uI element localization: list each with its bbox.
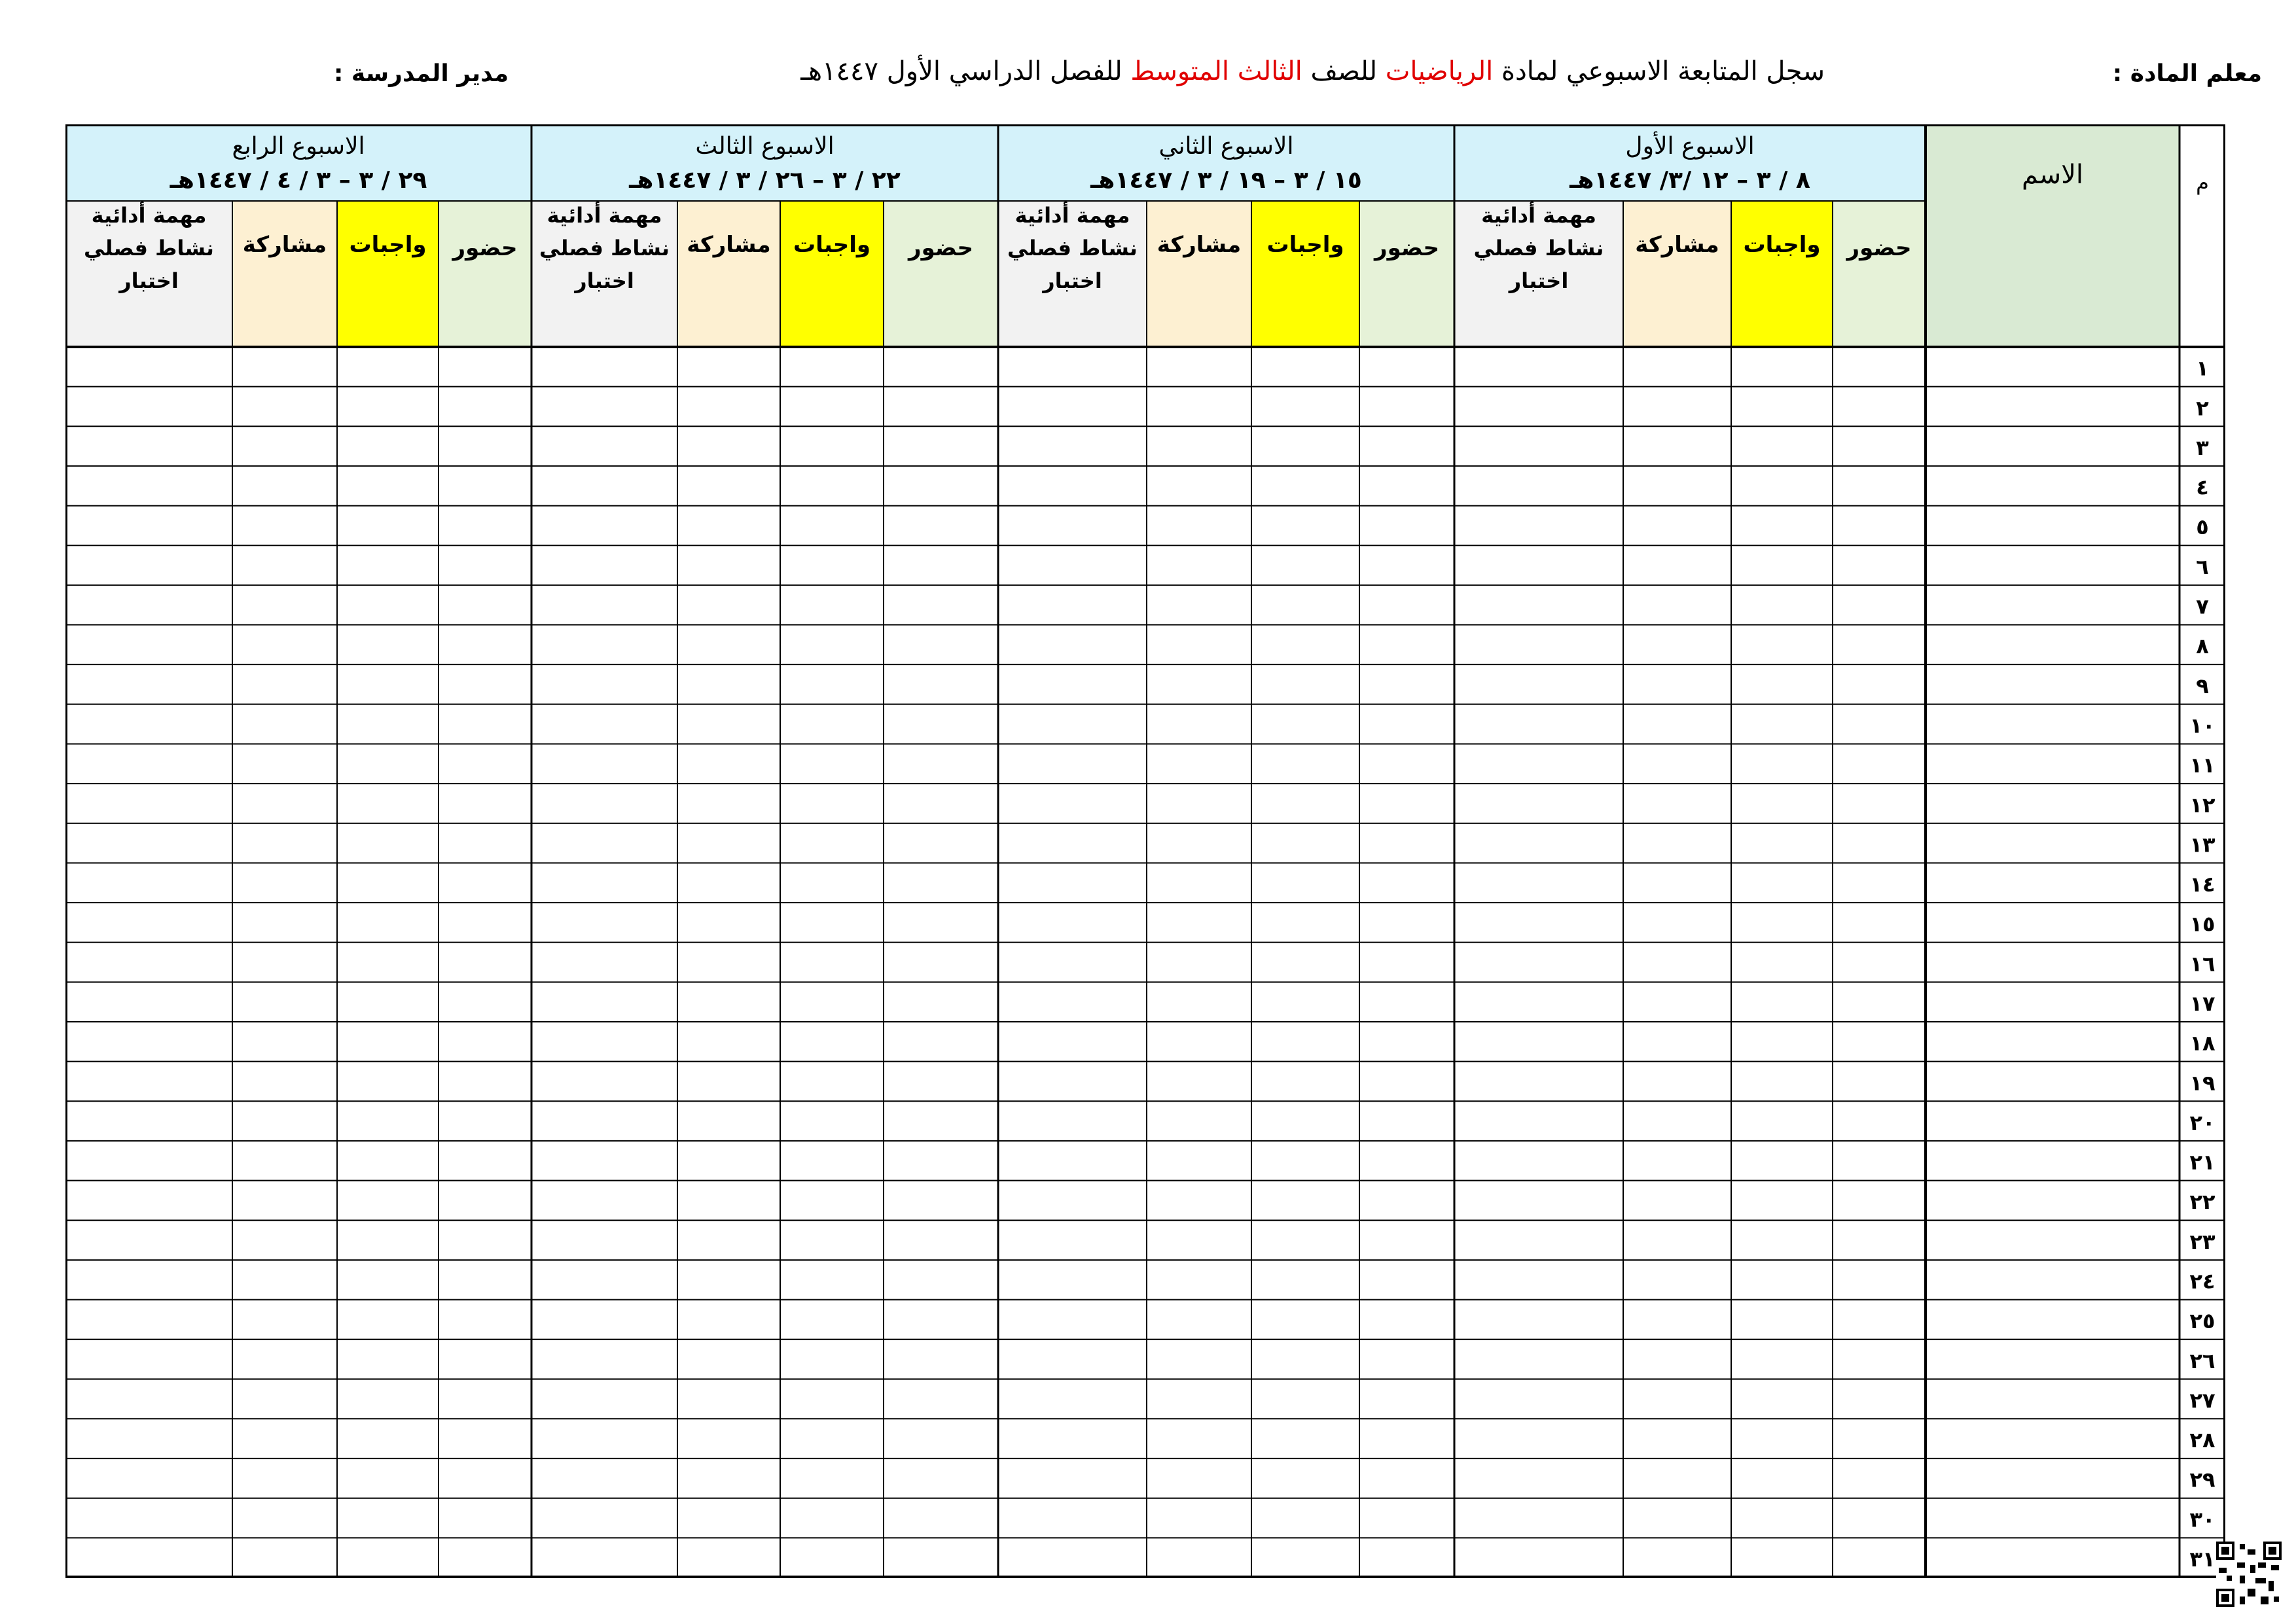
week-title: الاسبوع الأول [1625,133,1755,160]
subheader-cell-participation [1623,201,1731,347]
subheader-exam: اختبار [1043,268,1102,293]
name-header-cell [1926,124,2179,347]
teacher-label: معلم المادة : [2112,60,2262,87]
row-number: ٦ [2196,554,2209,579]
row-number: ١٨ [2189,1030,2215,1056]
row-number: ٤ [2196,475,2209,500]
subheader-cell-participation [232,201,337,347]
subheader-exam: اختبار [575,268,634,293]
row-number: ٢١ [2189,1149,2215,1175]
subheader-cell-homework [780,201,884,347]
subheader-exam: اختبار [119,268,179,293]
week-title: الاسبوع الثاني [1158,133,1294,160]
subheader-task: مهمة أدائية [1014,203,1130,228]
subheader-cell-attendance [1359,201,1454,347]
tracking-table [65,124,2225,1591]
subheader-participation: مشاركة [1635,232,1719,258]
row-number: ١٣ [2189,832,2215,857]
row-number: ١٩ [2189,1070,2215,1096]
row-number: ٣١ [2189,1547,2215,1572]
row-number: ٥ [2196,514,2209,540]
subheader-activity: نشاط فصلي [539,236,670,261]
row-number: ٢٣ [2189,1229,2215,1254]
row-number: ٢٩ [2189,1467,2215,1492]
subheader-homework: واجبات [349,232,427,258]
subheader-activity: نشاط فصلي [1473,236,1604,261]
row-number: ١٤ [2189,872,2215,897]
name-column-header: الاسم [2021,160,2084,190]
row-number: ٢٧ [2189,1388,2215,1413]
subheader-cell-participation [677,201,780,347]
subheader-cell-attendance [884,201,998,347]
row-number: ١١ [2189,753,2215,778]
subheader-activity: نشاط فصلي [1007,236,1138,261]
subject-name: الرياضيات [1385,56,1494,86]
subheader-task: مهمة أدائية [547,203,662,228]
week-title: الاسبوع الرابع [232,133,365,160]
subheader-cell-attendance [1833,201,1926,347]
row-number: ١٢ [2189,792,2215,818]
subheader-cell-participation [1147,201,1251,347]
grade-name: الثالث المتوسط [1130,56,1302,86]
subheader-activity: نشاط فصلي [84,236,214,261]
row-number: ٢٨ [2189,1428,2215,1453]
subheader-participation: مشاركة [242,232,327,258]
subheader-exam: اختبار [1509,268,1569,293]
row-number: ٨ [2196,634,2209,659]
title-part2: للصف [1302,56,1386,86]
row-number: ٧ [2196,594,2209,619]
subheader-homework: واجبات [793,232,871,258]
row-number: ٢٦ [2189,1348,2215,1373]
title-part1: سجل المتابعة الاسبوعي لمادة [1493,56,1825,86]
row-number: ١٧ [2189,990,2215,1016]
row-number: ١٦ [2189,951,2215,977]
subheader-cell-homework [337,201,439,347]
week-title: الاسبوع الثالث [695,133,834,160]
row-number: ٢٠ [2189,1110,2215,1135]
subheader-task: مهمة أدائية [1481,203,1596,228]
title-part3: للفصل الدراسي الأول ١٤٤٧هـ [800,56,1131,86]
page-title [800,56,1825,86]
subheader-participation: مشاركة [1157,232,1242,258]
week-dates: ١٥ / ٣ – ١٩ / ٣ / ١٤٤٧هـ [1090,167,1362,194]
row-number: ٣٠ [2189,1507,2215,1532]
subheader-participation: مشاركة [687,232,771,258]
week-dates: ٨ / ٣ – ١٢ /٣/ ١٤٤٧هـ [1570,167,1810,194]
row-number: ٢٥ [2189,1308,2215,1334]
row-number: ١٥ [2189,911,2215,937]
week-dates: ٢٩ / ٣ – ٣ / ٤ / ١٤٤٧هـ [170,167,427,194]
row-number: ٢ [2196,395,2209,421]
subheader-attendance: حضور [908,235,973,261]
principal-label: مدير المدرسة : [334,60,509,87]
week-dates: ٢٢ / ٣ – ٢٦ / ٣ / ١٤٤٧هـ [629,167,901,194]
subheader-attendance: حضور [1374,235,1439,261]
subheader-cell-homework [1251,201,1359,347]
row-number: ٩ [2196,673,2209,698]
qr-code-icon [2216,1542,2282,1607]
subheader-attendance: حضور [452,235,518,261]
subheader-attendance: حضور [1846,235,1912,261]
subheader-homework: واجبات [1743,232,1821,258]
subheader-cell-homework [1731,201,1833,347]
row-number: ١٠ [2189,713,2215,738]
index-column-header: م [2196,170,2209,195]
row-number: ٣ [2196,435,2209,460]
row-number: ١ [2196,355,2209,381]
row-number: ٢٤ [2189,1269,2215,1294]
subheader-task: مهمة أدائية [91,203,207,228]
subheader-homework: واجبات [1266,232,1344,258]
subheader-cell-attendance [439,201,531,347]
row-number: ٢٢ [2189,1189,2215,1215]
